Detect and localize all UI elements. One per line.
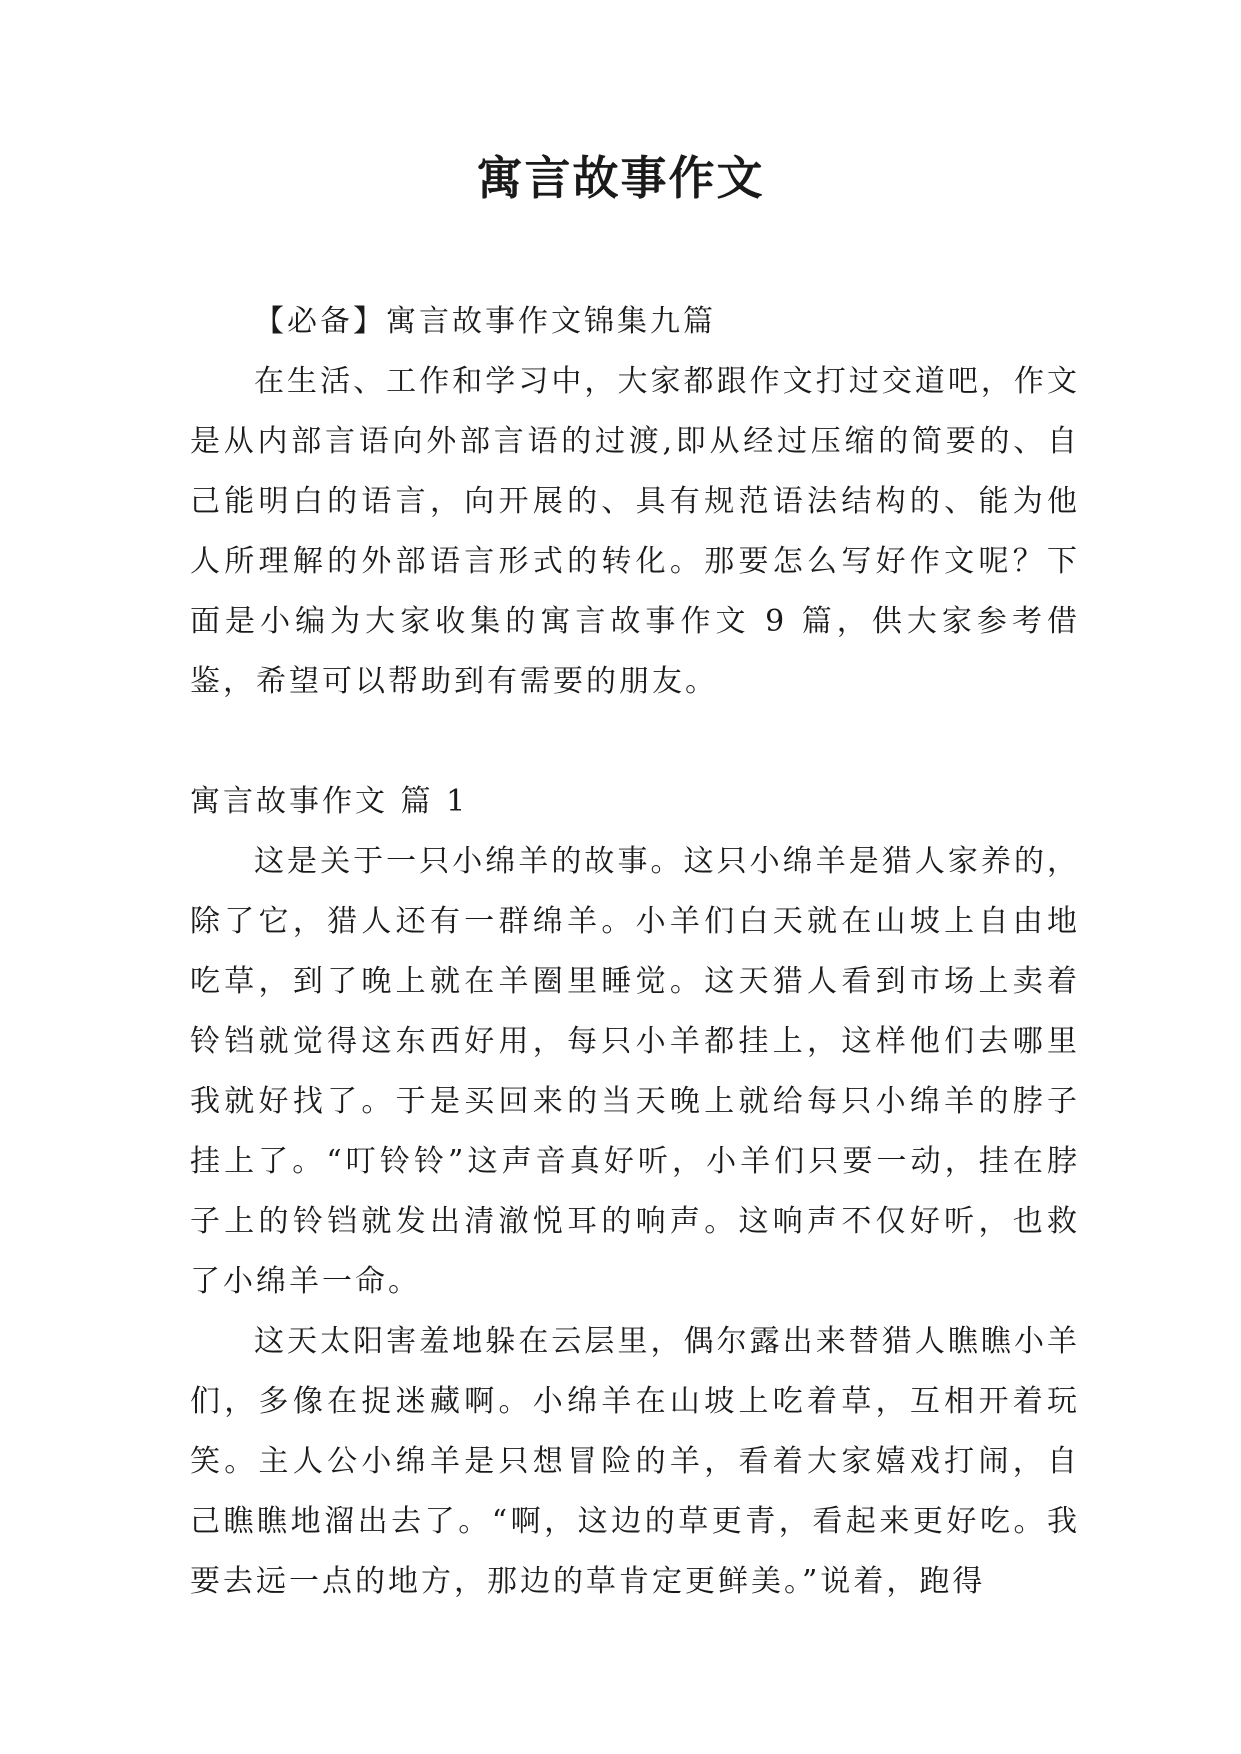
- document-title: 寓言故事作文: [476, 151, 765, 205]
- section-spacer: [190, 712, 1080, 772]
- story-paragraph: 这是关于一只小绵羊的故事。这只小绵羊是猎人家养的，除了它，猎人还有一群绵羊。小羊们白天就在山坡上自由地吃草，到了晚上就在羊圈里睡觉。这天猎人看到市场上卖着铃铛就觉得这东西好用，每只小羊都挂上，这样他们去哪里我就好找了。于是买回来的当天晚上就给每只小绵羊的脖子挂上了。“叮铃铃”这声音真好听，小羊们只要一动，挂在脖子上的铃铛就发出清澈悦耳的响声。这响声不仅好听，也救了小绵羊一命。: [190, 844, 1080, 1299]
- section-heading: 寓言故事作文 篇 1: [190, 784, 469, 819]
- story-paragraph: 这天太阳害羞地躲在云层里，偶尔露出来替猎人瞧瞧小羊们，多像在捉迷藏啊。小绵羊在山坡上吃着草，互相开着玩笑。主人公小绵羊是只想冒险的羊，看着大家嬉戏打闹，自己瞧瞧地溜出去了。“啊，这边的草更青，看起来更好吃。我要去远一点的地方，那边的草肯定更鲜美。”说着，跑得: [190, 1324, 1080, 1599]
- document-body: [190, 292, 1080, 1612]
- document-subtitle: 【必备】寓言故事作文锦集九篇: [254, 304, 716, 339]
- intro-paragraph: 在生活、工作和学习中，大家都跟作文打过交道吧，作文是从内部言语向外部言语的过渡,即从经过压缩的简要的、自己能明白的语言，向开展的、具有规范语法结构的、能为他人所理解的外部语言形式的转化。那要怎么写好作文呢？下面是小编为大家收集的寓言故事作文 9 篇，供大家参考借鉴，希望可以帮助到有需要的朋友。: [190, 364, 1080, 699]
